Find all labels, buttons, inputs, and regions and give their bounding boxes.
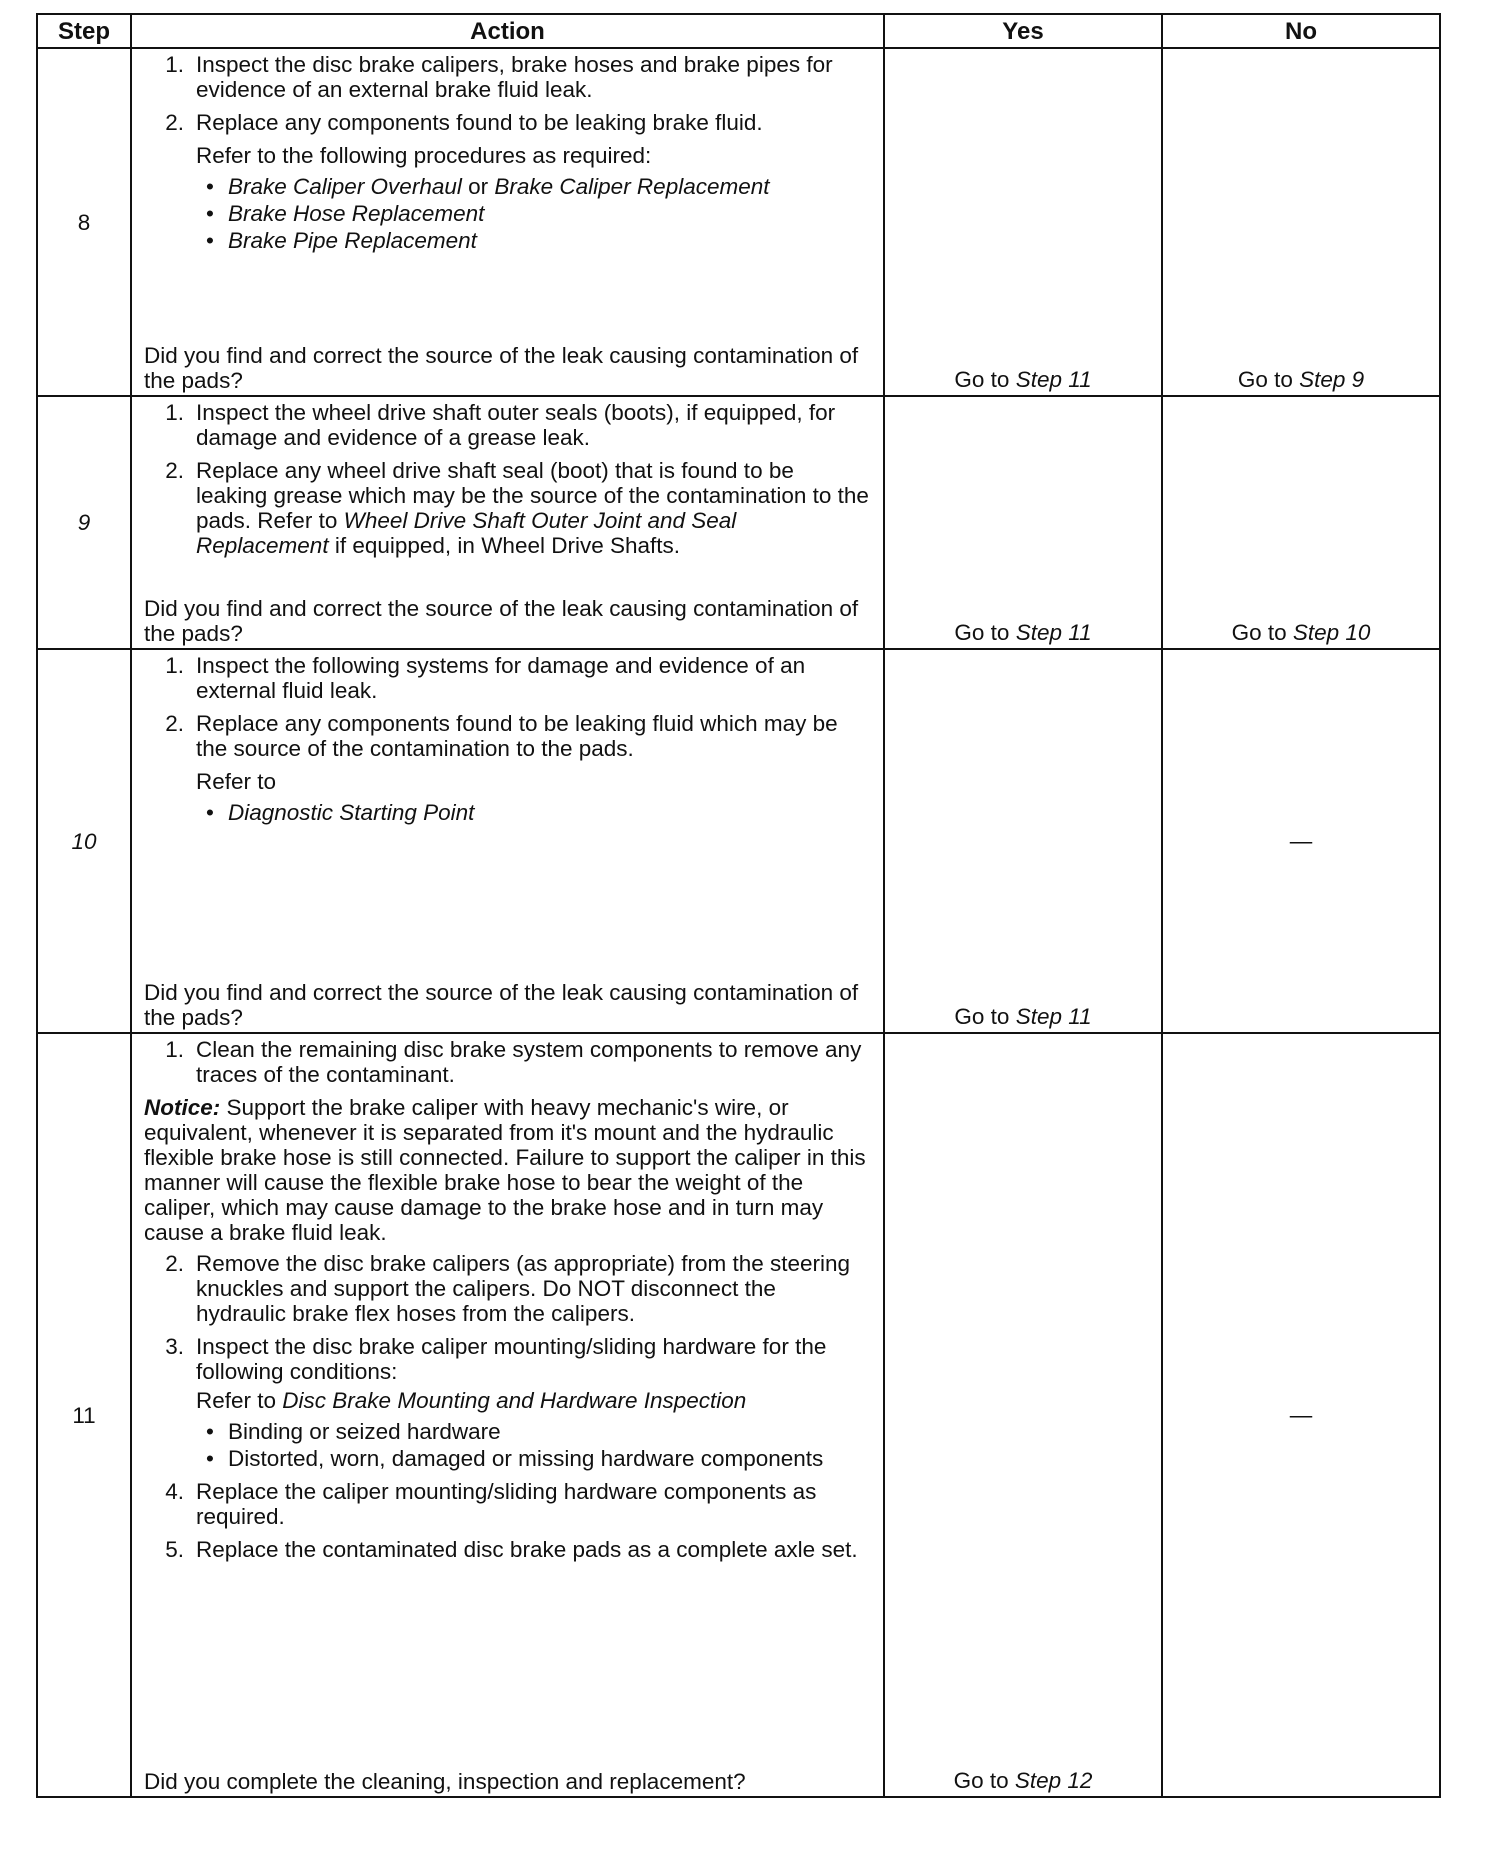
- item-text: Clean the remaining disc brake system components to remove any traces of the contaminant.: [196, 1037, 862, 1087]
- action-cell: [131, 1033, 884, 1797]
- step-link[interactable]: Step 12: [1014, 1768, 1093, 1793]
- item-number: 1.: [165, 52, 184, 77]
- bullet-list: [132, 1419, 883, 1471]
- connector-text: or: [461, 174, 495, 199]
- list-item: [144, 52, 871, 102]
- item-text: Inspect the wheel drive shaft outer seals (boots), if equipped, for damage and evidence of a grease leak.: [196, 400, 836, 450]
- step-cell: [37, 48, 131, 396]
- yes-cell: [884, 48, 1162, 396]
- item-number: 3.: [165, 1334, 184, 1359]
- procedure-link[interactable]: Wheel Drive Shaft Outer Joint and Seal Replacement: [196, 508, 737, 558]
- yes-answer[interactable]: [885, 1768, 1161, 1793]
- no-cell: [1162, 48, 1440, 396]
- notice-block: [132, 1095, 883, 1245]
- item-number: 4.: [165, 1479, 184, 1504]
- yes-answer[interactable]: [885, 620, 1161, 645]
- procedure-link[interactable]: Brake Hose Replacement: [228, 201, 485, 226]
- step-link[interactable]: Step 9: [1299, 367, 1365, 392]
- list-item: [144, 1537, 871, 1562]
- no-cell: [1162, 1033, 1440, 1797]
- header-row: [37, 14, 1440, 48]
- bullet-icon: •: [206, 1446, 214, 1471]
- header-yes: Yes: [884, 14, 1162, 48]
- item-number: 2.: [165, 110, 184, 135]
- bullet-item: [206, 228, 883, 253]
- item-text: Replace the caliper mounting/sliding hardware components as required.: [196, 1479, 817, 1529]
- action-cell: [131, 396, 884, 649]
- refer-prefix: Refer to: [196, 1388, 283, 1413]
- bullet-icon: •: [206, 228, 214, 253]
- list-item: [144, 1479, 871, 1529]
- item-text: Replace any components found to be leaking brake fluid.: [196, 110, 763, 135]
- yes-cell: [884, 649, 1162, 1033]
- bullet-item: [206, 1446, 883, 1471]
- item-number: 1.: [165, 653, 184, 678]
- step-number: 9: [77, 510, 91, 535]
- yes-cell: [884, 396, 1162, 649]
- action-cell: [131, 48, 884, 396]
- list-item: [144, 458, 871, 558]
- goto-prefix: Go to: [1231, 620, 1293, 645]
- question-text: Did you complete the cleaning, inspection and replacement?: [144, 1769, 746, 1794]
- step-link[interactable]: Step 11: [1015, 367, 1092, 392]
- question-text: Did you find and correct the source of the leak causing contamination of the pads?: [144, 980, 859, 1030]
- item-number: 2.: [165, 711, 184, 736]
- list-item: [144, 1037, 871, 1087]
- yes-answer[interactable]: [885, 367, 1161, 392]
- header-no: No: [1162, 14, 1440, 48]
- yes-cell: [884, 1033, 1162, 1797]
- no-cell: [1162, 396, 1440, 649]
- item-text: Replace the contaminated disc brake pads as a complete axle set.: [196, 1537, 858, 1562]
- header-action: Action: [131, 14, 884, 48]
- procedure-link[interactable]: Brake Pipe Replacement: [228, 228, 477, 253]
- list-item: [144, 400, 871, 450]
- item-text-part: if equipped, in Wheel Drive Shafts.: [328, 533, 681, 558]
- item-text: Inspect the disc brake calipers, brake hoses and brake pipes for evidence of an external brake fluid leak.: [196, 52, 833, 102]
- notice-text: Support the brake caliper with heavy mechanic's wire, or equivalent, whenever it is separated from it's mount and the hydraulic flexible brake hose is still connected. Failure to support the caliper in this manner will cause the flexible brake hose to bear the weight of the caliper, which may cause damage to the brake hose and in turn may cause a brake fluid leak.: [144, 1095, 866, 1245]
- bullet-icon: •: [206, 1419, 214, 1444]
- step-link[interactable]: Step 11: [1015, 620, 1092, 645]
- refer-text: Refer to: [196, 769, 277, 794]
- list-item: [144, 1334, 871, 1384]
- list-item: [144, 110, 871, 135]
- refer-text: [132, 1388, 883, 1413]
- item-text: [196, 458, 871, 558]
- goto-prefix: Go to: [954, 367, 1016, 392]
- question-text: Did you find and correct the source of the leak causing contamination of the pads?: [144, 343, 859, 393]
- question-text: Did you find and correct the source of the leak causing contamination of the pads?: [144, 596, 859, 646]
- procedure-link[interactable]: Diagnostic Starting Point: [228, 800, 475, 825]
- item-number: 2.: [165, 1251, 184, 1276]
- bullet-item: [206, 201, 883, 226]
- procedure-link[interactable]: Brake Caliper Overhaul: [228, 174, 462, 199]
- bullet-icon: •: [206, 201, 214, 226]
- item-number: 1.: [165, 1037, 184, 1062]
- step-cell: [37, 649, 131, 1033]
- step-number: 11: [72, 1402, 96, 1428]
- list-item: [144, 653, 871, 703]
- header-step: Step: [37, 14, 131, 48]
- step-number: 8: [77, 209, 91, 235]
- step-link[interactable]: Step 11: [1015, 1004, 1092, 1029]
- bullet-text: Distorted, worn, damaged or missing hardware components: [228, 1446, 824, 1471]
- bullet-item: [206, 174, 883, 199]
- goto-prefix: Go to: [954, 1004, 1016, 1029]
- step-cell: [37, 1033, 131, 1797]
- step-cell: [37, 396, 131, 649]
- no-answer-dash: —: [1289, 828, 1313, 854]
- bullet-icon: •: [206, 174, 214, 199]
- no-answer[interactable]: [1163, 367, 1439, 392]
- item-text-part: Replace any wheel drive shaft seal (boot) that is found to be leaking grease which may be the source of the contamination to the pads. Refer to: [196, 458, 869, 533]
- diagnostic-table: [36, 13, 1441, 1798]
- no-cell: [1162, 649, 1440, 1033]
- item-text: Inspect the following systems for damage and evidence of an external fluid leak.: [196, 653, 806, 703]
- list-item: [144, 1251, 871, 1326]
- goto-prefix: Go to: [954, 620, 1016, 645]
- procedure-link[interactable]: Brake Caliper Replacement: [494, 174, 770, 199]
- bullet-list: [132, 174, 883, 253]
- item-text: Replace any components found to be leaking fluid which may be the source of the contamination to the pads.: [196, 711, 838, 761]
- list-item: [144, 711, 871, 761]
- goto-prefix: Go to: [1237, 367, 1300, 392]
- no-answer[interactable]: [1163, 620, 1439, 645]
- table-row: [37, 48, 1440, 396]
- bullet-list: [132, 800, 883, 825]
- refer-text: Refer to the following procedures as required:: [196, 143, 652, 168]
- bullet-text: Binding or seized hardware: [228, 1419, 501, 1444]
- bullet-item: [206, 1419, 883, 1444]
- goto-prefix: Go to: [953, 1768, 1015, 1793]
- no-answer-dash: —: [1289, 1402, 1313, 1428]
- bullet-item: [206, 800, 883, 825]
- item-text: Remove the disc brake calipers (as appropriate) from the steering knuckles and support the calipers. Do NOT disconnect the hydraulic brake flex hoses from the calipers.: [196, 1251, 851, 1326]
- bullet-icon: •: [206, 800, 214, 825]
- step-number: 10: [71, 828, 97, 854]
- yes-answer[interactable]: [885, 1004, 1161, 1029]
- procedure-link[interactable]: Disc Brake Mounting and Hardware Inspection: [282, 1388, 747, 1413]
- item-number: 5.: [165, 1537, 184, 1562]
- table-row: [37, 396, 1440, 649]
- item-number: 1.: [165, 400, 184, 425]
- item-number: 2.: [165, 458, 184, 483]
- table-row: [37, 1033, 1440, 1797]
- table-row: [37, 649, 1440, 1033]
- step-link[interactable]: Step 10: [1292, 620, 1371, 645]
- action-cell: [131, 649, 884, 1033]
- item-text: Inspect the disc brake caliper mounting/sliding hardware for the following conditions:: [196, 1334, 827, 1384]
- notice-label: Notice:: [144, 1095, 221, 1120]
